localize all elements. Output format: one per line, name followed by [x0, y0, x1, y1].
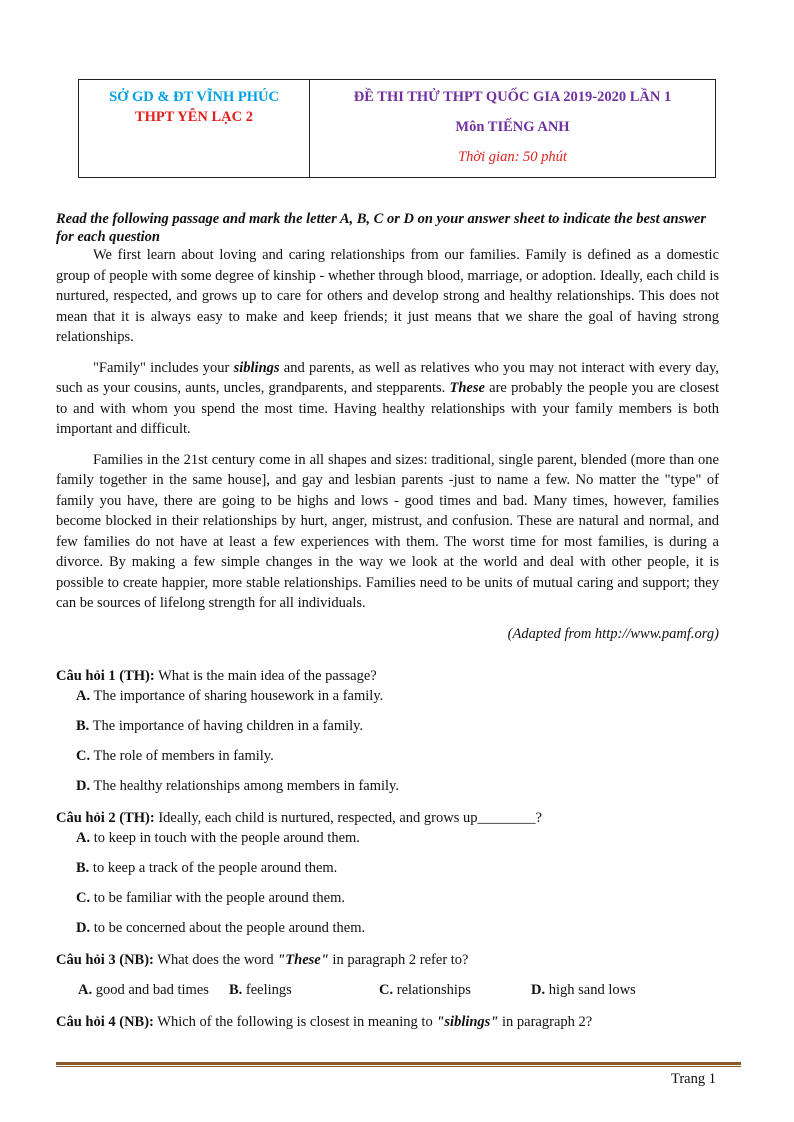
paragraph-1: We first learn about loving and caring relationships from our families. Family is defined as a domestic group of people with some degree of kinship - whether through blood, marriage, or adoption. Ideally, each child is nurtured, respected, and grows up to care for others and develop strong and healthy relationships. This does not mean that it is always easy to make and keep friends; it just means that we share the goal of having strong relationships.: [56, 247, 719, 345]
option-c[interactable]: C. relationships: [379, 982, 471, 998]
exam-subject: Môn TIẾNG ANH: [455, 119, 570, 135]
option-d[interactable]: D. to be concerned about the people around them.: [76, 920, 366, 936]
option-d[interactable]: D. high sand lows: [531, 982, 636, 998]
footer-divider-thin: [56, 1066, 741, 1067]
word-these: These: [449, 380, 485, 396]
header-exam-cell: [310, 80, 715, 177]
option-d[interactable]: D. The healthy relationships among members in family.: [76, 778, 399, 794]
footer-divider: [56, 1062, 741, 1065]
option-a[interactable]: A. The importance of sharing housework in a family.: [76, 688, 384, 704]
option-c[interactable]: C. to be familiar with the people around them.: [76, 890, 345, 906]
options-row: [78, 980, 726, 1000]
option-a[interactable]: A. good and bad times: [78, 982, 209, 998]
option-c[interactable]: C. The role of members in family.: [76, 748, 274, 764]
paragraph-3: Families in the 21st century come in all shapes and sizes: traditional, single parent, blended (more than one family together in the same house], and gay and lesbian parents -just to name a few. No matter the "type" of family you have, there are going to be highs and lows - good times and bad. Many times, however, families become blocked in their relationships by hurt, anger, mistrust, and confusion. These are natural and normal, and few families do not have at least a few experiences with them. The worst time for most families, is during a divorce. By making a few simple changes in the way we look at the world and deal with other people, it is possible to create happier, more stable relationships. Families need to be units of mutual caring and support; they can be sources of lifelong strength for all individuals.: [56, 451, 719, 611]
instruction: Read the following passage and mark the letter A, B, C or D on your answer sheet to indicate the best answer for each question: [56, 211, 707, 245]
word-siblings: siblings: [233, 359, 280, 376]
option-b[interactable]: B. to keep a track of the people around them.: [76, 860, 338, 876]
option-b[interactable]: B. The importance of having children in a family.: [76, 718, 364, 734]
header-table: [78, 79, 716, 178]
header-school-cell: [79, 80, 310, 177]
question-stem: Câu hỏi 3 (NB): What does the word "These" in paragraph 2 refer to?: [56, 952, 469, 968]
question-stem: Câu hỏi 2 (TH): Ideally, each child is nurtured, respected, and grows up________?: [56, 810, 542, 826]
school-department: SỞ GD & ĐT VĨNH PHÚC: [109, 89, 279, 105]
exam-title: ĐỀ THI THỬ THPT QUỐC GIA 2019-2020 LẦN 1: [353, 89, 672, 105]
question-4: [56, 1012, 726, 1032]
page-number: Trang 1: [671, 1071, 716, 1087]
passage-source: (Adapted from http://www.pamf.org): [507, 625, 719, 642]
exam-time: Thời gian: 50 phút: [458, 149, 567, 165]
school-name: THPT YÊN LẠC 2: [134, 109, 254, 125]
reading-passage: [56, 245, 719, 644]
question-stem: Câu hỏi 4 (NB): Which of the following is closest in meaning to "siblings" in paragraph 2?: [56, 1014, 593, 1030]
option-a[interactable]: A. to keep in touch with the people around them.: [76, 830, 360, 846]
question-1: [56, 666, 726, 796]
question-3: [56, 950, 726, 1000]
option-b[interactable]: B. feelings: [229, 982, 292, 998]
question-2: [56, 808, 726, 938]
questions: [56, 666, 726, 1032]
paragraph-2: "Family" includes your siblings and parents, as well as relatives who you may not interact with every day, such as your cousins, aunts, uncles, grandparents, and stepparents. These are probably the people you are closest to and with whom you spend the most time. Having healthy relationships with your family members is both important and difficult.: [56, 359, 720, 437]
question-stem: Câu hỏi 1 (TH): What is the main idea of the passage?: [56, 668, 377, 684]
